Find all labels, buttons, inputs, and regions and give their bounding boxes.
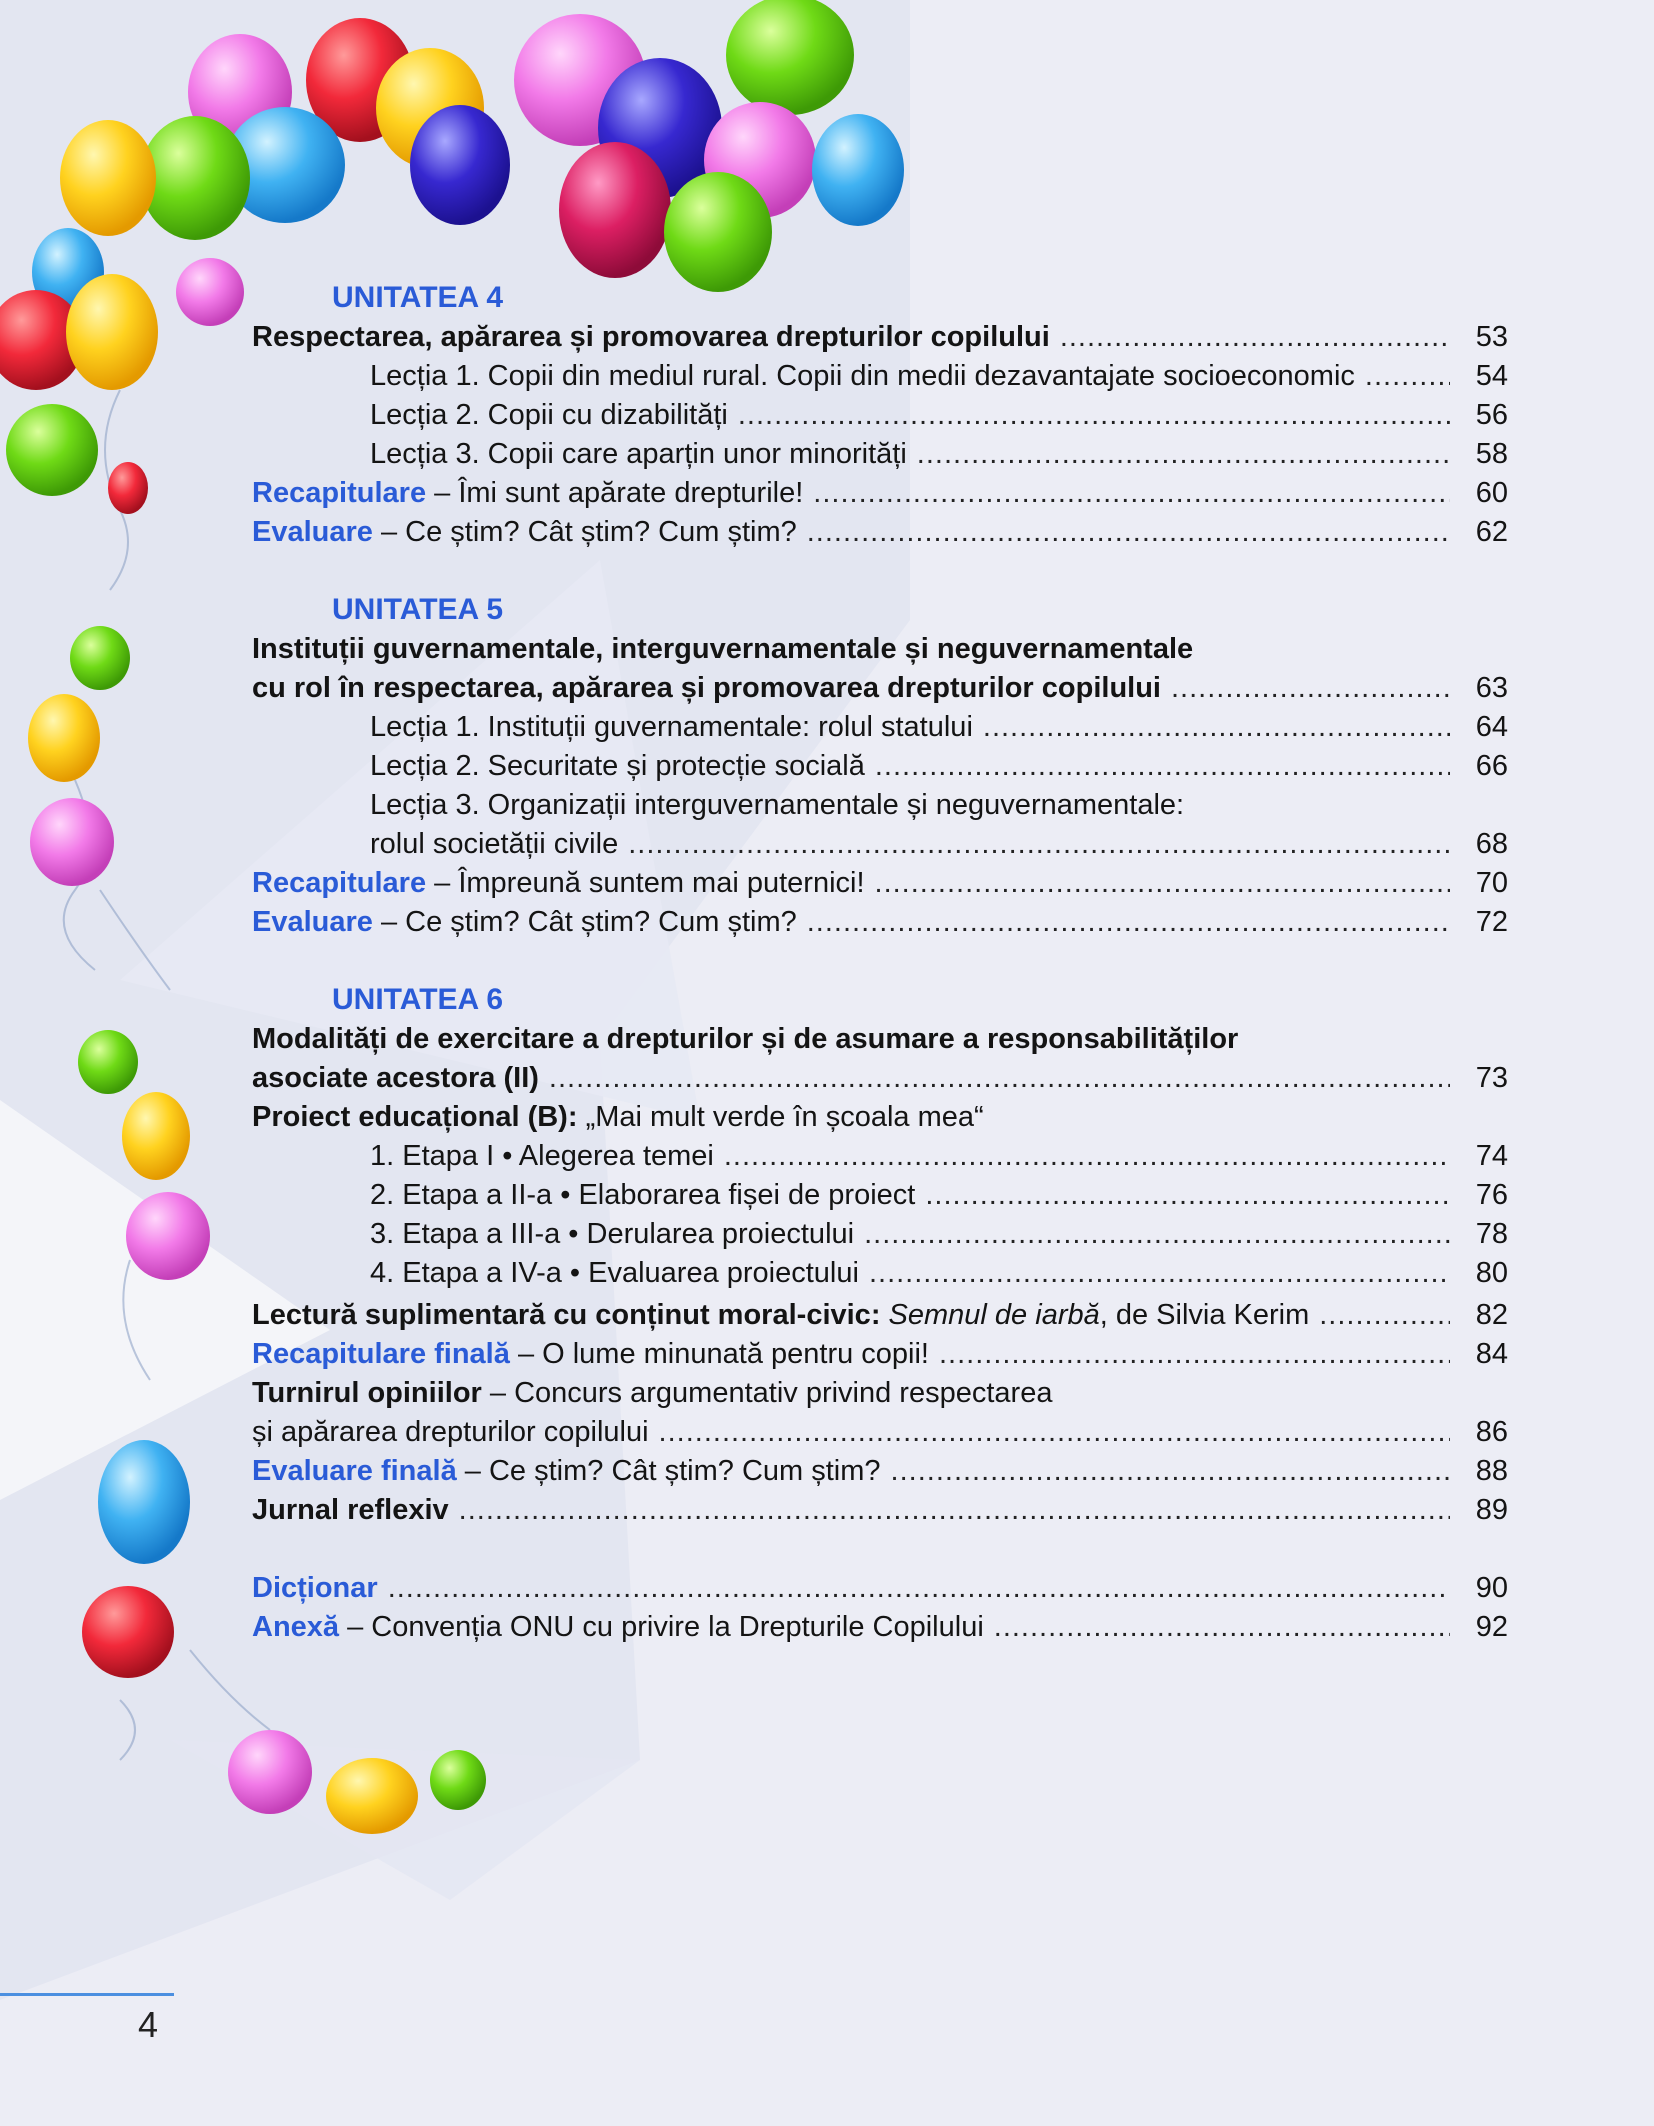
leader-dots	[813, 474, 1450, 512]
unit-6-title-line-1	[252, 1020, 1508, 1058]
page-number: 89	[1475, 1494, 1508, 1526]
unit-6-title-entry[interactable]	[252, 1059, 1508, 1097]
page-number: 86	[1475, 1416, 1508, 1448]
leader-dots	[994, 1608, 1450, 1646]
annex-entry[interactable]	[252, 1608, 1508, 1646]
page-number: 92	[1475, 1611, 1508, 1643]
reading-author: , de Silvia Kerim	[1099, 1299, 1310, 1331]
evaluation-label: Evaluare	[252, 906, 373, 938]
reading-entry[interactable]	[252, 1296, 1508, 1334]
page-number: 73	[1475, 1062, 1508, 1094]
lesson-title: Lecția 3. Organizații interguvernamentale și neguvernamentale:	[370, 789, 1185, 821]
leader-dots	[1060, 318, 1450, 356]
annex-text: – Convenția ONU cu privire la Drepturile Copilului	[347, 1611, 984, 1643]
final-recap-label: Recapitulare finală	[252, 1338, 510, 1370]
evaluation-text: – Ce știm? Cât știm? Cum știm?	[380, 516, 797, 548]
lesson-title: Lecția 2. Securitate și protecție socială	[370, 750, 865, 782]
step-title: 4. Etapa a IV-a • Evaluarea proiectului	[370, 1257, 859, 1289]
page-number: 76	[1475, 1179, 1508, 1211]
project-heading	[252, 1098, 1508, 1136]
leader-dots	[875, 747, 1450, 785]
recap-label: Recapitulare	[252, 477, 427, 509]
unit-6-heading: UNITATEA 6	[332, 983, 504, 1016]
page-number: 90	[1475, 1572, 1508, 1604]
leader-dots	[628, 825, 1450, 863]
lesson-title: Lecția 3. Copii care aparțin unor minorități	[370, 438, 907, 470]
step-title: 3. Etapa a III-a • Derularea proiectului	[370, 1218, 855, 1250]
recap-entry[interactable]	[252, 474, 1508, 512]
unit-title: asociate acestora (II)	[252, 1062, 539, 1094]
page-number: 62	[1475, 516, 1508, 548]
project-step-entry[interactable]	[370, 1215, 1508, 1253]
leader-dots	[875, 864, 1450, 902]
lesson-title: Lecția 1. Copii din mediul rural. Copii din medii dezavantajate socioeconomic	[370, 360, 1355, 392]
dictionary-label: Dicționar	[252, 1572, 378, 1604]
evaluation-label: Evaluare	[252, 516, 373, 548]
lesson-entry[interactable]	[370, 396, 1508, 434]
final-eval-entry[interactable]	[252, 1452, 1508, 1490]
lesson-title: Lecția 1. Instituții guvernamentale: rolul statului	[370, 711, 973, 743]
page-number: 80	[1475, 1257, 1508, 1289]
unit-5-title-entry[interactable]	[252, 669, 1508, 707]
leader-dots	[1365, 357, 1450, 395]
final-recap-entry[interactable]	[252, 1335, 1508, 1373]
recap-entry[interactable]	[252, 864, 1508, 902]
recap-text: – Împreună suntem mai puternici!	[434, 867, 865, 899]
project-step-entry[interactable]	[370, 1254, 1508, 1292]
unit-title: Modalități de exercitare a drepturilor și de asumare a responsabilităților	[252, 1023, 1239, 1055]
lesson-entry[interactable]	[370, 825, 1508, 863]
leader-dots	[724, 1137, 1450, 1175]
leader-dots	[869, 1254, 1450, 1292]
page-number: 72	[1475, 906, 1508, 938]
unit-4-title-entry[interactable]	[252, 318, 1508, 356]
step-title: 2. Etapa a II-a • Elaborarea fișei de proiect	[370, 1179, 916, 1211]
tournament-text: – Concurs argumentativ privind respectarea	[489, 1377, 1053, 1409]
page-number: 82	[1475, 1299, 1508, 1331]
lesson-entry-line-1	[370, 786, 1508, 824]
leader-dots	[807, 513, 1450, 551]
journal-entry[interactable]	[252, 1491, 1508, 1529]
leader-dots	[1319, 1296, 1450, 1334]
page-number: 78	[1475, 1218, 1508, 1250]
annex-label: Anexă	[252, 1611, 340, 1643]
page-number: 74	[1475, 1140, 1508, 1172]
leader-dots	[917, 435, 1450, 473]
page-number: 64	[1475, 711, 1508, 743]
lesson-entry[interactable]	[370, 357, 1508, 395]
page-number: 60	[1475, 477, 1508, 509]
leader-dots	[459, 1491, 1450, 1529]
unit-title: Respectarea, apărarea și promovarea drepturilor copilului	[252, 321, 1050, 353]
page-number: 63	[1475, 672, 1508, 704]
tournament-entry[interactable]	[252, 1413, 1508, 1451]
unit-4-heading: UNITATEA 4	[332, 281, 504, 314]
leader-dots	[983, 708, 1450, 746]
unit-5-title-line-1	[252, 630, 1508, 668]
page-number-footer: 4	[138, 2004, 159, 2045]
recap-label: Recapitulare	[252, 867, 427, 899]
page-number: 70	[1475, 867, 1508, 899]
leader-dots	[659, 1413, 1450, 1451]
page-number: 68	[1475, 828, 1508, 860]
project-step-entry[interactable]	[370, 1137, 1508, 1175]
page-number: 53	[1475, 321, 1508, 353]
lesson-entry[interactable]	[370, 435, 1508, 473]
lesson-entry[interactable]	[370, 747, 1508, 785]
page-number: 88	[1475, 1455, 1508, 1487]
step-title: 1. Etapa I • Alegerea temei	[370, 1140, 714, 1172]
footer-rule	[0, 1993, 174, 1996]
project-step-entry[interactable]	[370, 1176, 1508, 1214]
dictionary-entry[interactable]	[252, 1569, 1508, 1607]
project-label: Proiect educațional (B):	[252, 1101, 578, 1133]
leader-dots	[549, 1059, 1450, 1097]
page-number: 56	[1475, 399, 1508, 431]
page-number: 54	[1475, 360, 1508, 392]
leader-dots	[864, 1215, 1450, 1253]
leader-dots	[807, 903, 1450, 941]
tournament-text-2: și apărarea drepturilor copilului	[252, 1416, 649, 1448]
reading-work: Semnul de iarbă	[888, 1299, 1100, 1331]
lesson-title: rolul societății civile	[370, 828, 619, 860]
lesson-entry[interactable]	[370, 708, 1508, 746]
unit-5-heading: UNITATEA 5	[332, 593, 504, 626]
page-number: 66	[1475, 750, 1508, 782]
recap-text: – Îmi sunt apărate drepturile!	[434, 477, 804, 509]
tournament-label: Turnirul opiniilor	[252, 1377, 482, 1409]
leader-dots	[388, 1569, 1450, 1607]
journal-label: Jurnal reflexiv	[252, 1494, 449, 1526]
lesson-title: Lecția 2. Copii cu dizabilități	[370, 399, 728, 431]
evaluation-entry[interactable]	[252, 513, 1508, 551]
reading-label: Lectură suplimentară cu conținut moral-civic:	[252, 1299, 881, 1331]
page-number: 58	[1475, 438, 1508, 470]
leader-dots	[925, 1176, 1450, 1214]
leader-dots	[891, 1452, 1450, 1490]
unit-title: cu rol în respectarea, apărarea și promovarea drepturilor copilului	[252, 672, 1161, 704]
leader-dots	[939, 1335, 1450, 1373]
evaluation-entry[interactable]	[252, 903, 1508, 941]
leader-dots	[1171, 669, 1450, 707]
page-number: 84	[1475, 1338, 1508, 1370]
unit-title: Instituții guvernamentale, interguvernamentale și neguvernamentale	[252, 633, 1194, 665]
final-eval-label: Evaluare finală	[252, 1455, 457, 1487]
leader-dots	[738, 396, 1450, 434]
final-recap-text: – O lume minunată pentru copii!	[517, 1338, 929, 1370]
project-title: „Mai mult verde în școala mea“	[585, 1101, 984, 1133]
final-eval-text: – Ce știm? Cât știm? Cum știm?	[464, 1455, 881, 1487]
tournament-line-1	[252, 1374, 1508, 1412]
evaluation-text: – Ce știm? Cât știm? Cum știm?	[380, 906, 797, 938]
